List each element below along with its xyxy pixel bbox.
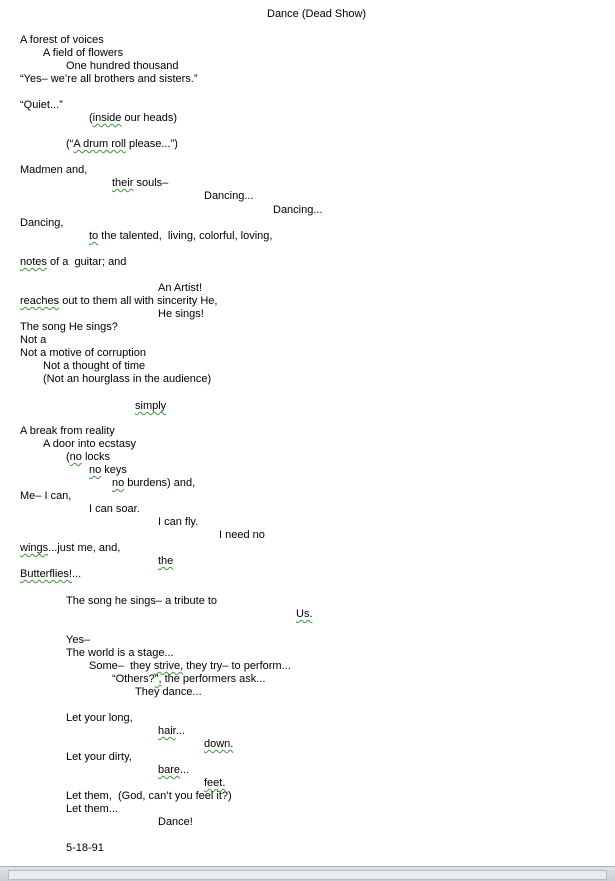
poem-line: [135, 686, 202, 699]
poem-line: [112, 177, 168, 190]
poem-line: [66, 634, 90, 647]
line-text: Dance!: [158, 816, 193, 828]
poem-line: [20, 542, 120, 555]
line-text: they try– to perform...: [183, 660, 291, 672]
poem-line: [219, 529, 265, 542]
flagged-word: no: [69, 451, 82, 463]
poem-line: [20, 568, 81, 581]
poem-line: [20, 295, 217, 308]
poem-line: [20, 321, 118, 334]
line-text: keys: [101, 464, 127, 476]
line-text: please...”): [125, 138, 178, 150]
line-text: Yes–: [66, 634, 91, 646]
poem-line: [66, 712, 133, 725]
line-text: “Others?: [112, 673, 155, 685]
poem-line: [43, 360, 145, 373]
poem-line: [66, 751, 132, 764]
line-text: “Yes– we’re all brothers and sisters.”: [20, 73, 198, 85]
line-text: An Artist!: [158, 282, 203, 294]
line-text: Not a: [20, 334, 47, 346]
poem-line: [158, 308, 204, 321]
line-text: The song he sings– a tribute to: [66, 595, 218, 607]
poem-line: [20, 490, 71, 503]
flagged-word: A drum roll: [73, 138, 126, 150]
line-text: (: [89, 112, 93, 124]
poem-line: [89, 660, 291, 673]
line-text: Dancing...: [204, 190, 254, 202]
poem-line: [158, 282, 202, 295]
poem-line: [43, 438, 136, 451]
flagged-word: ”,: [154, 673, 162, 685]
poem-line: [20, 164, 87, 177]
poem-line: [43, 47, 123, 60]
line-text: I can soar.: [89, 503, 140, 515]
line-text: A break from reality: [20, 425, 115, 437]
document-title: Dance (Dead Show): [267, 8, 367, 20]
poem-line: [66, 138, 178, 151]
line-text: the performers ask...: [161, 673, 266, 685]
line-text: Madmen and,: [20, 164, 88, 176]
poem-line: [135, 400, 166, 413]
line-text: ...: [175, 725, 185, 737]
poem-line: [158, 555, 173, 568]
poem-line: [66, 595, 217, 608]
flagged-word: bare: [158, 764, 181, 776]
poem-line: [20, 425, 115, 438]
poem-line: [66, 790, 232, 803]
flagged-word: their: [112, 177, 134, 189]
flagged-word: no: [112, 477, 125, 489]
poem-line: [43, 373, 211, 386]
poem-line: [112, 673, 265, 686]
poem-line: [112, 477, 195, 490]
line-text: Dancing...: [273, 204, 323, 216]
flagged-word: wings: [20, 542, 49, 554]
line-text: They dance...: [135, 686, 202, 698]
poem-line: [20, 73, 198, 86]
line-text: Let them, (God, can’t you feel it?): [66, 790, 232, 802]
poem-line: [204, 777, 225, 790]
flagged-word: the: [158, 555, 174, 567]
poem-line: [66, 803, 118, 816]
line-text: Let your long,: [66, 712, 133, 724]
poem-line: [66, 647, 174, 660]
line-text: (: [66, 451, 70, 463]
line-text: Not a thought of time: [43, 360, 146, 372]
line-text: Some– they: [89, 660, 154, 672]
flagged-word: no: [89, 464, 102, 476]
line-text: Dancing,: [20, 217, 64, 229]
line-text: I can fly.: [158, 516, 199, 528]
line-text: ...: [180, 764, 190, 776]
line-text: A field of flowers: [43, 47, 124, 59]
flagged-word: Us.: [296, 608, 313, 620]
poem-line: [20, 334, 46, 347]
flagged-word: strive,: [153, 660, 184, 672]
line-text: “Quiet...”: [20, 99, 63, 111]
poem-line: [66, 451, 110, 464]
line-text: souls–: [133, 177, 169, 189]
poem-line: [20, 99, 63, 112]
line-text: ...just me, and,: [48, 542, 121, 554]
horizontal-scrollbar[interactable]: [8, 870, 607, 880]
flagged-word: simply: [135, 400, 167, 412]
line-text: locks: [81, 451, 111, 463]
flagged-word: hair: [158, 725, 176, 737]
poem-line: [158, 816, 193, 829]
poem-line: [158, 516, 198, 529]
poem-line: [66, 842, 104, 855]
poem-line: [158, 725, 185, 738]
line-text: 5-18-91: [66, 842, 104, 854]
flagged-word: Butterflies!: [20, 568, 72, 580]
line-text: Not a motive of corruption: [20, 347, 146, 359]
flagged-word: to: [89, 230, 99, 242]
poem-line: [20, 256, 126, 269]
poem-line: [158, 764, 189, 777]
poem-line: [20, 34, 104, 47]
line-text: out to them all with sincerity He,: [59, 295, 218, 307]
line-text: The world is a stage...: [66, 647, 174, 659]
line-text: our heads): [121, 112, 178, 124]
flagged-word: feet.: [204, 777, 226, 789]
poem-line: [296, 608, 313, 621]
line-text: (Not an hourglass in the audience): [43, 373, 212, 385]
poem-line: [20, 347, 146, 360]
line-text: A door into ecstasy: [43, 438, 136, 450]
line-text: ...: [71, 568, 82, 580]
line-text: He sings!: [158, 308, 204, 320]
line-text: I need no: [219, 529, 265, 541]
line-text: A forest of voices: [20, 34, 104, 46]
poem-line: [89, 230, 272, 243]
poem-line: [89, 503, 140, 516]
line-text: Me– I can,: [20, 490, 72, 502]
flagged-word: down.: [204, 738, 234, 750]
poem-line: [66, 60, 179, 73]
line-text: One hundred thousand: [66, 60, 179, 72]
status-bar: [0, 866, 615, 881]
poem-line: [20, 217, 63, 230]
line-text: Let your dirty,: [66, 751, 132, 763]
line-text: The song He sings?: [20, 321, 118, 333]
poem-line: [89, 112, 177, 125]
poem-line: [273, 204, 323, 217]
line-text: (“: [66, 138, 74, 150]
line-text: of a guitar; and: [46, 256, 127, 268]
flagged-word: notes: [20, 256, 47, 268]
poem-line: [89, 464, 127, 477]
poem-line: [204, 190, 254, 203]
line-text: burdens) and,: [124, 477, 196, 489]
line-text: the talented, living, colorful, loving,: [98, 230, 273, 242]
line-text: Let them...: [66, 803, 118, 815]
poem-line: [204, 738, 233, 751]
flagged-word: reaches: [20, 295, 60, 307]
flagged-word: inside: [92, 112, 122, 124]
